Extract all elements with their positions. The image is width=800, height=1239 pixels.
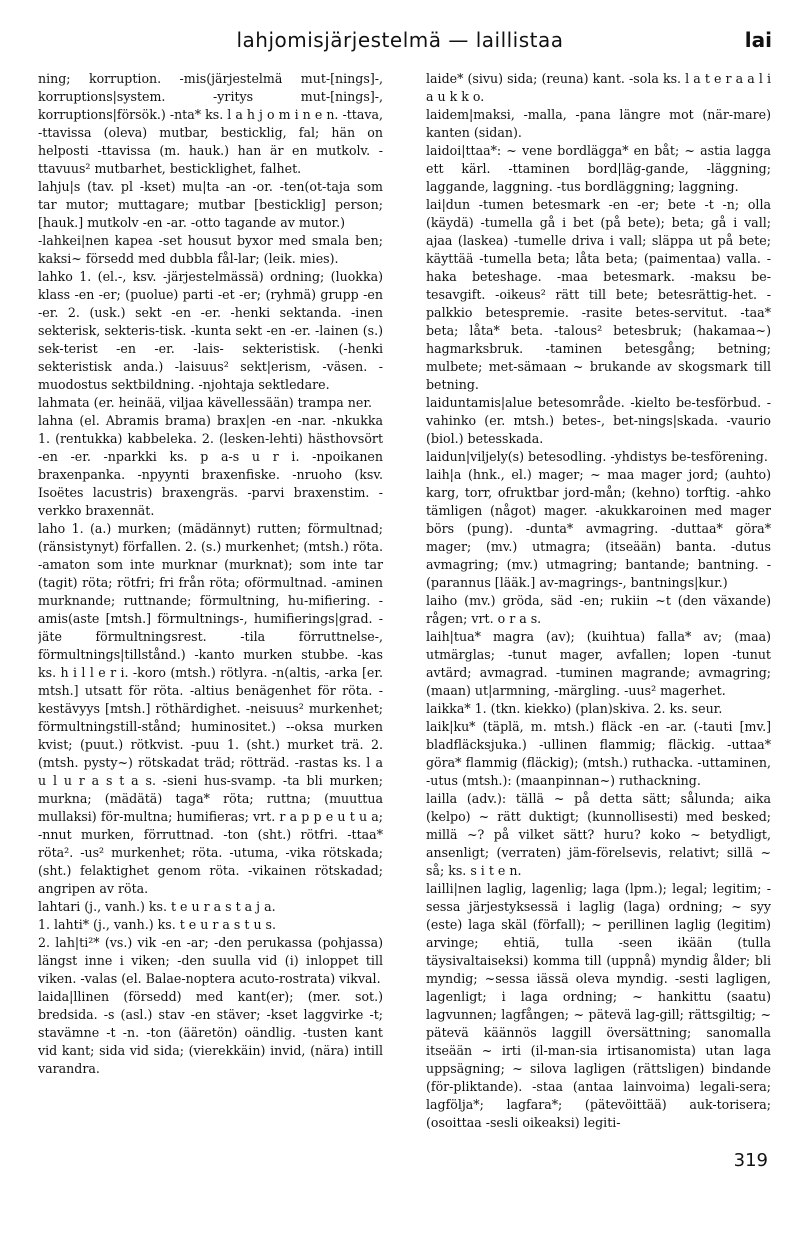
- dictionary-entry: 2. lah|ti²* (vs.) vik -en -ar; -den perukassa (pohjassa) längst inne i viken; -den suulla vid (i) inloppet till viken. -valas (el. Balae-noptera acuto-rostrata) vikval.: [38, 935, 383, 986]
- dictionary-entry: laida|llinen (försedd) med kant(er); (mer. sot.) bredsida. -s (asl.) stav -en stäver; -kset laggvirke -t; stavämne -t -n. -ton (ääretön) oändlig. -tusten kant vid kant; sida vid sida; (vierekkäin) invid, (nära) intill varandra.: [38, 989, 383, 1076]
- left-column: [38, 70, 383, 1190]
- dictionary-entry: 1. lahti* (j., vanh.) ks. t e u r a s t u s.: [38, 917, 277, 932]
- dictionary-entry: lahtari (j., vanh.) ks. t e u r a s t a j a.: [38, 899, 276, 914]
- dictionary-entry: lahju|s (tav. pl -kset) mu|ta -an -or. -ten(ot-taja som tar mutor; muttagare; mutbar [besticklig] person; [hauk.] mutkolv -en -ar. -otto tagande av mutor.): [38, 179, 383, 230]
- running-head-title: lahjomisjärjestelmä — laillistaa: [236, 28, 564, 52]
- dictionary-entry: laidem|maksi, -malla, -pana längre mot (när-mare) kanten (sidan).: [426, 107, 771, 140]
- dictionary-entry: laidun|viljely(s) betesodling. -yhdistys be-tesförening.: [426, 449, 768, 464]
- right-column: [426, 70, 771, 1190]
- dictionary-entry: lahko 1. (el.-, ksv. -järjestelmässä) ordning; (luokka) klass -en -er; (puolue) parti -et -er; (ryhmä) grupp -en -er. 2. (usk.) sekt -en -er. -henki sektanda. -inen sekterisk, sekteris-tisk. -kunta sekt -en -er. -lainen (s.) sek-terist -en -er. -lais- sekteristisk. (-henki sekteristisk anda.) -laisuus² sekt|erism, -väsen. -muodostus sektbildning. -njohtaja sektledare.: [38, 269, 383, 392]
- dictionary-entry: laho 1. (a.) murken; (mädännyt) rutten; förmultnad; (ränsistynyt) förfallen. 2. (s.) murkenhet; (mtsh.) röta. -amaton som inte murknar (murknat); som inte tar (tagit) röta; rötfri; fri från röta; oförmultnad. -aminen murknande; ruttnande; förmultning, hu-mifiering. -amis(aste [mtsh.] förmultnings-, humifierings|grad. -jäte förmultningsrest. -tila förruttnelse-, förmultnings|tillstånd.) -kanto murken stubbe. -kas ks. h i l l e r i. -koro (mtsh.) rötlyra. -n(altis, -arka [er. mtsh.] utsatt för röta. -altius benägenhet för röta. -kestävyys [mtsh.] röthärdighet. -neisuus² murkenhet; förmultningstill-stånd; huminositet.) --oksa murken kvist; (puut.) rötkvist. -puu 1. (sht.) murket trä. 2. (mtsh. pysty~) rötskadat träd; rötträd. -rastas ks. l a u l u r a s t a s. -sieni hus-svamp. -ta bli murken; murkna; (mädätä) taga* röta; ruttna; (muuttua mullaksi) för-multna; humifieras; vrt. r a p p e u t u a; -nnut murken, förruttnad. -ton (sht.) rötfri. -ttaa* röta². -us² murkenhet; röta. -utuma, -vika rötskada; (sht.) felaktighet genom röta. -vikainen rötskadad; angripen av röta.: [38, 521, 383, 896]
- dictionary-entry: laik|ku* (täplä, m. mtsh.) fläck -en -ar. (-tauti [mv.] bladfläcksjuka.) -ullinen flammig; fläckig. -uttaa* göra* flammig (fläckig); (mtsh.) ruthacka. -uttaminen, -utus (mtsh.): (maanpinnan~) ruthackning.: [426, 719, 771, 788]
- dictionary-entry: lailli|nen laglig, lagenlig; laga (lpm.); legal; legitim; -sessa järjestyksessä i laglig (laga) ordning; ~ syy (este) laga skäl (förfall); ~ perillinen laglig (legitim) arvinge; ehtiä, tulla -seen ikään (tulla täysivaltaiseksi) komma till (uppnå) myndig ålder; bli myndig; ~sessa iässä oleva myndig. -sesti lagligen, lagenligt; i laga ordning; ~ hankittu (saatu) lagvunnen; lagfången; ~ pätevä lag-gill; rättsgiltig; ~ pätevä käännös laggill översättning; sanomalla itseään ~ irti (il-man-sia irtisanomista) utan laga uppsägning; ~ silova lagligen (rättsligen) bindande (för-pliktande). -staa (antaa lainvoima) legali-sera; lagfölja*; lagfara*; (pätevöittää) auk-torisera; (osoittaa -sesli oikeaksi) legiti-: [426, 881, 771, 1130]
- dictionary-entry: lahmata (er. heinää, viljaa kävellessään) trampa ner.: [38, 395, 372, 410]
- dictionary-entry: ning; korruption. -mis(järjestelmä mut-[nings]-, korruptions|system. -yritys mut-[nings]-, korruptions|försök.) -nta* ks. l a h j o m i n e n. -ttava, -ttavissa (oleva) mutbar, besticklig, fal; hän on helposti -ttavissa (m. hauk.) han är en mutkolv. -ttavuus² mutbarhet, besticklighet, falhet.: [38, 71, 383, 176]
- running-header: [0, 28, 800, 68]
- dictionary-entry: lailla (adv.): tällä ~ på detta sätt; sålunda; aika (kelpo) ~ rätt duktigt; (kunnollisesti) med besked; millä ~? på vilket sätt? huru? koko ~ betydligt, ansenligt; (verraten) jäm-förelsevis, relativt; sillä ~ så; ks. s i t e n.: [426, 791, 771, 878]
- dictionary-entry: laih|tua* magra (av); (kuihtua) falla* av; (maa) utmärglas; -tunut mager, avfallen; lopen -tunut avtärd; avmagrad. -tuminen magrande; avmagring; (maan) ut|armning, -märgling. -uus² magerhet.: [426, 629, 771, 698]
- dictionary-entry: laiduntamis|alue betesområde. -kielto be-tesförbud. -vahinko (er. mtsh.) betes-, bet-nings|skada. -vaurio (biol.) betesskada.: [426, 395, 771, 446]
- dictionary-entry: laikka* 1. (tkn. kiekko) (plan)skiva. 2. ks. seur.: [426, 701, 723, 716]
- dictionary-entry: laide* (sivu) sida; (reuna) kant. -sola ks. l a t e r a a l i a u k k o.: [426, 71, 771, 104]
- dictionary-entry: laiho (mv.) gröda, säd -en; rukiin ~t (den växande) rågen; vrt. o r a s.: [426, 593, 771, 626]
- dictionary-entry: -lahkei|nen kapea -set housut byxor med smala ben; kaksi~ försedd med dubbla fål-lar; (leik. mies).: [38, 233, 383, 266]
- page-number: 319: [733, 1150, 768, 1171]
- dictionary-entry: lahna (el. Abramis brama) brax|en -en -nar. -nkukka 1. (rentukka) kabbeleka. 2. (lesken-lehti) hästhovsört -en -er. -nparkki ks. p a-s u r i. -npoikanen braxenpanka. -npyynti braxenfiske. -nruoho (ksv. Isoëtes lacustris) braxengräs. -parvi braxenstim. -verkko braxennät.: [38, 413, 383, 518]
- dictionary-entry: laidoi|ttaa*: ~ vene bordlägga* en båt; ~ astia lagga ett kärl. -ttaminen bord|läg-gande, -läggning; laggande, laggning. -tus bordläggning; laggning.: [426, 143, 771, 194]
- dictionary-entry: laih|a (hnk., el.) mager; ~ maa mager jord; (auhto) karg, torr, ofruktbar jord-mån; (kehno) torftig. -ahko tämligen (något) mager. -akukkaroinen med mager börs (pung). -dunta* avmagring. -duttaa* göra* mager; (mv.) utmagra; (itseään) banta. -dutus avmagring; (mv.) utmagring; bantande; bantning. -(parannus [lääk.] av-magrings-, bantnings|kur.): [426, 467, 771, 590]
- guide-word: lai: [744, 28, 772, 52]
- dictionary-entry: lai|dun -tumen betesmark -en -er; bete -t -n; olla (käydä) -tumella gå i bet (på bete); beta; gå i vall; ajaa (laskea) -tumelle driva i vall; släppa ut på bete; käyttää -tumella beta; låta beta; (paimentaa) valla. -haka beteshage. -maa betesmark. -maksu be-tesavgift. -oikeus² rätt till bete; betesrättig-het. -palkkio betespremie. -rasite betes-servitut. -taa* beta; låta* beta. -talous² betesbruk; (hakamaa~) hagmarksbruk. -taminen betesgång; betning; mulbete; met-sämaan ~ brukande av skogsmark till betning.: [426, 197, 771, 392]
